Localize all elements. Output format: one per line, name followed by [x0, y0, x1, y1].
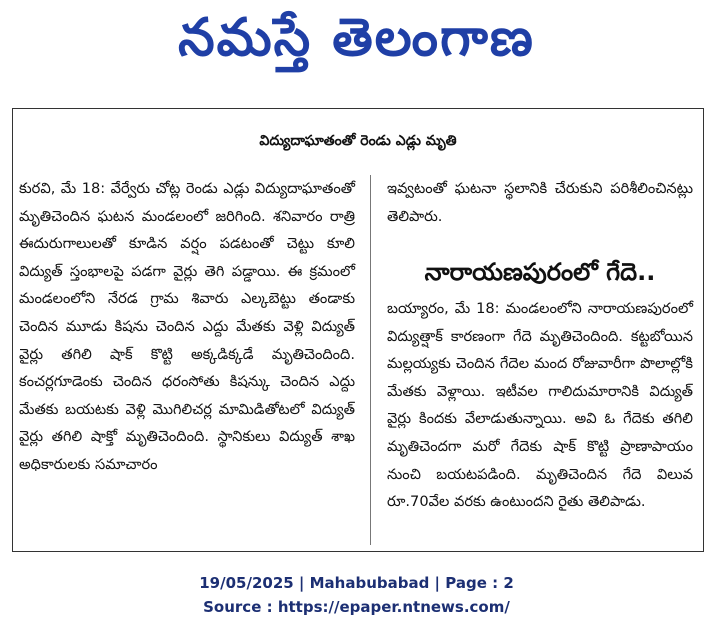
- article-clipping: [12, 108, 704, 552]
- footer-source-link: Source : https://epaper.ntnews.com/: [203, 598, 510, 616]
- newspaper-masthead: [0, 0, 713, 80]
- article-headline: విద్యుదాఘాతంతో రెండు ఎడ్లు మృతి: [259, 133, 457, 149]
- footer-date-edition: 19/05/2025 | Mahabubabad | Page : 2: [199, 574, 514, 592]
- masthead-title: నమస్తే తెలంగాణ: [178, 7, 535, 68]
- article-left-column: కురవి, మే 18: వేర్వేరు చోట్ల రెండు ఎడ్లు విద్యుదాఘాతంతో మృతిచెందిన ఘటన మండలంలో జరిగింది. శనివారం రాత్రి ఈదురుగాలులతో కూడిన వర్షం పడటంతో చెట్టు కూలి విద్యుత్ స్తంభాలపై పడగా వైర్లు తెగి పడ్డాయి. ఈ క్రమంలో మండలంలోని నేరడ గ్రామ శివారు ఎల్కబెట్టు తండాకు చెందిన మూడు కిషను చెందిన ఎద్దు మేతకు వెళ్లి విద్యుత్ వైర్లు తగిలి షాక్ కొట్టి అక్కడిక్కడే మృతిచెందింది. కంచర్లగూడెంకు చెందిన ధరంసోతు కిషన్కు చెందిన ఎద్దు మేతకు బయటకు వెళ్లి మొగిలిచర్ల మామిడితోటలో విద్యుత్ వైర్లు తగిలి షాక్తో మృతిచెందింది. స్థానికులు విద్యుత్ శాఖ అధికారులకు సమాచారం: [19, 180, 355, 473]
- article-right-column-top: ఇవ్వటంతో ఘటనా స్థలానికి చేరుకుని పరిశీలించినట్లు తెలిపారు.: [387, 180, 693, 225]
- article-right-column-bottom: బయ్యారం, మే 18: మండలంలోని నారాయణపురంలో విద్యుత్షాక్ కారణంగా గేదె మృతిచెందింది. కట్టబోయిన మల్లయ్యకు చెందిన గేదెల మంద రోజువారీగా పొలాల్లోకి మేతకు వెళ్లాయి. ఇటీవల గాలిదుమారానికి విద్యుత్ వైర్లు కిందకు వేలాడుతున్నాయి. అవి ఓ గేదెకు తగిలి మృతిచెందగా మరో గేదెకు షాక్ కొట్టి ప్రాణాపాయం నుంచి బయటపడింది. మృతిచెందిన గేదె విలువ రూ.70వేల వరకు ఉంటుందని రైతు తెలిపాడు.: [387, 300, 693, 511]
- article-subheadline: నారాయణపురంలో గేదె..: [424, 258, 656, 286]
- column-divider: [370, 175, 371, 545]
